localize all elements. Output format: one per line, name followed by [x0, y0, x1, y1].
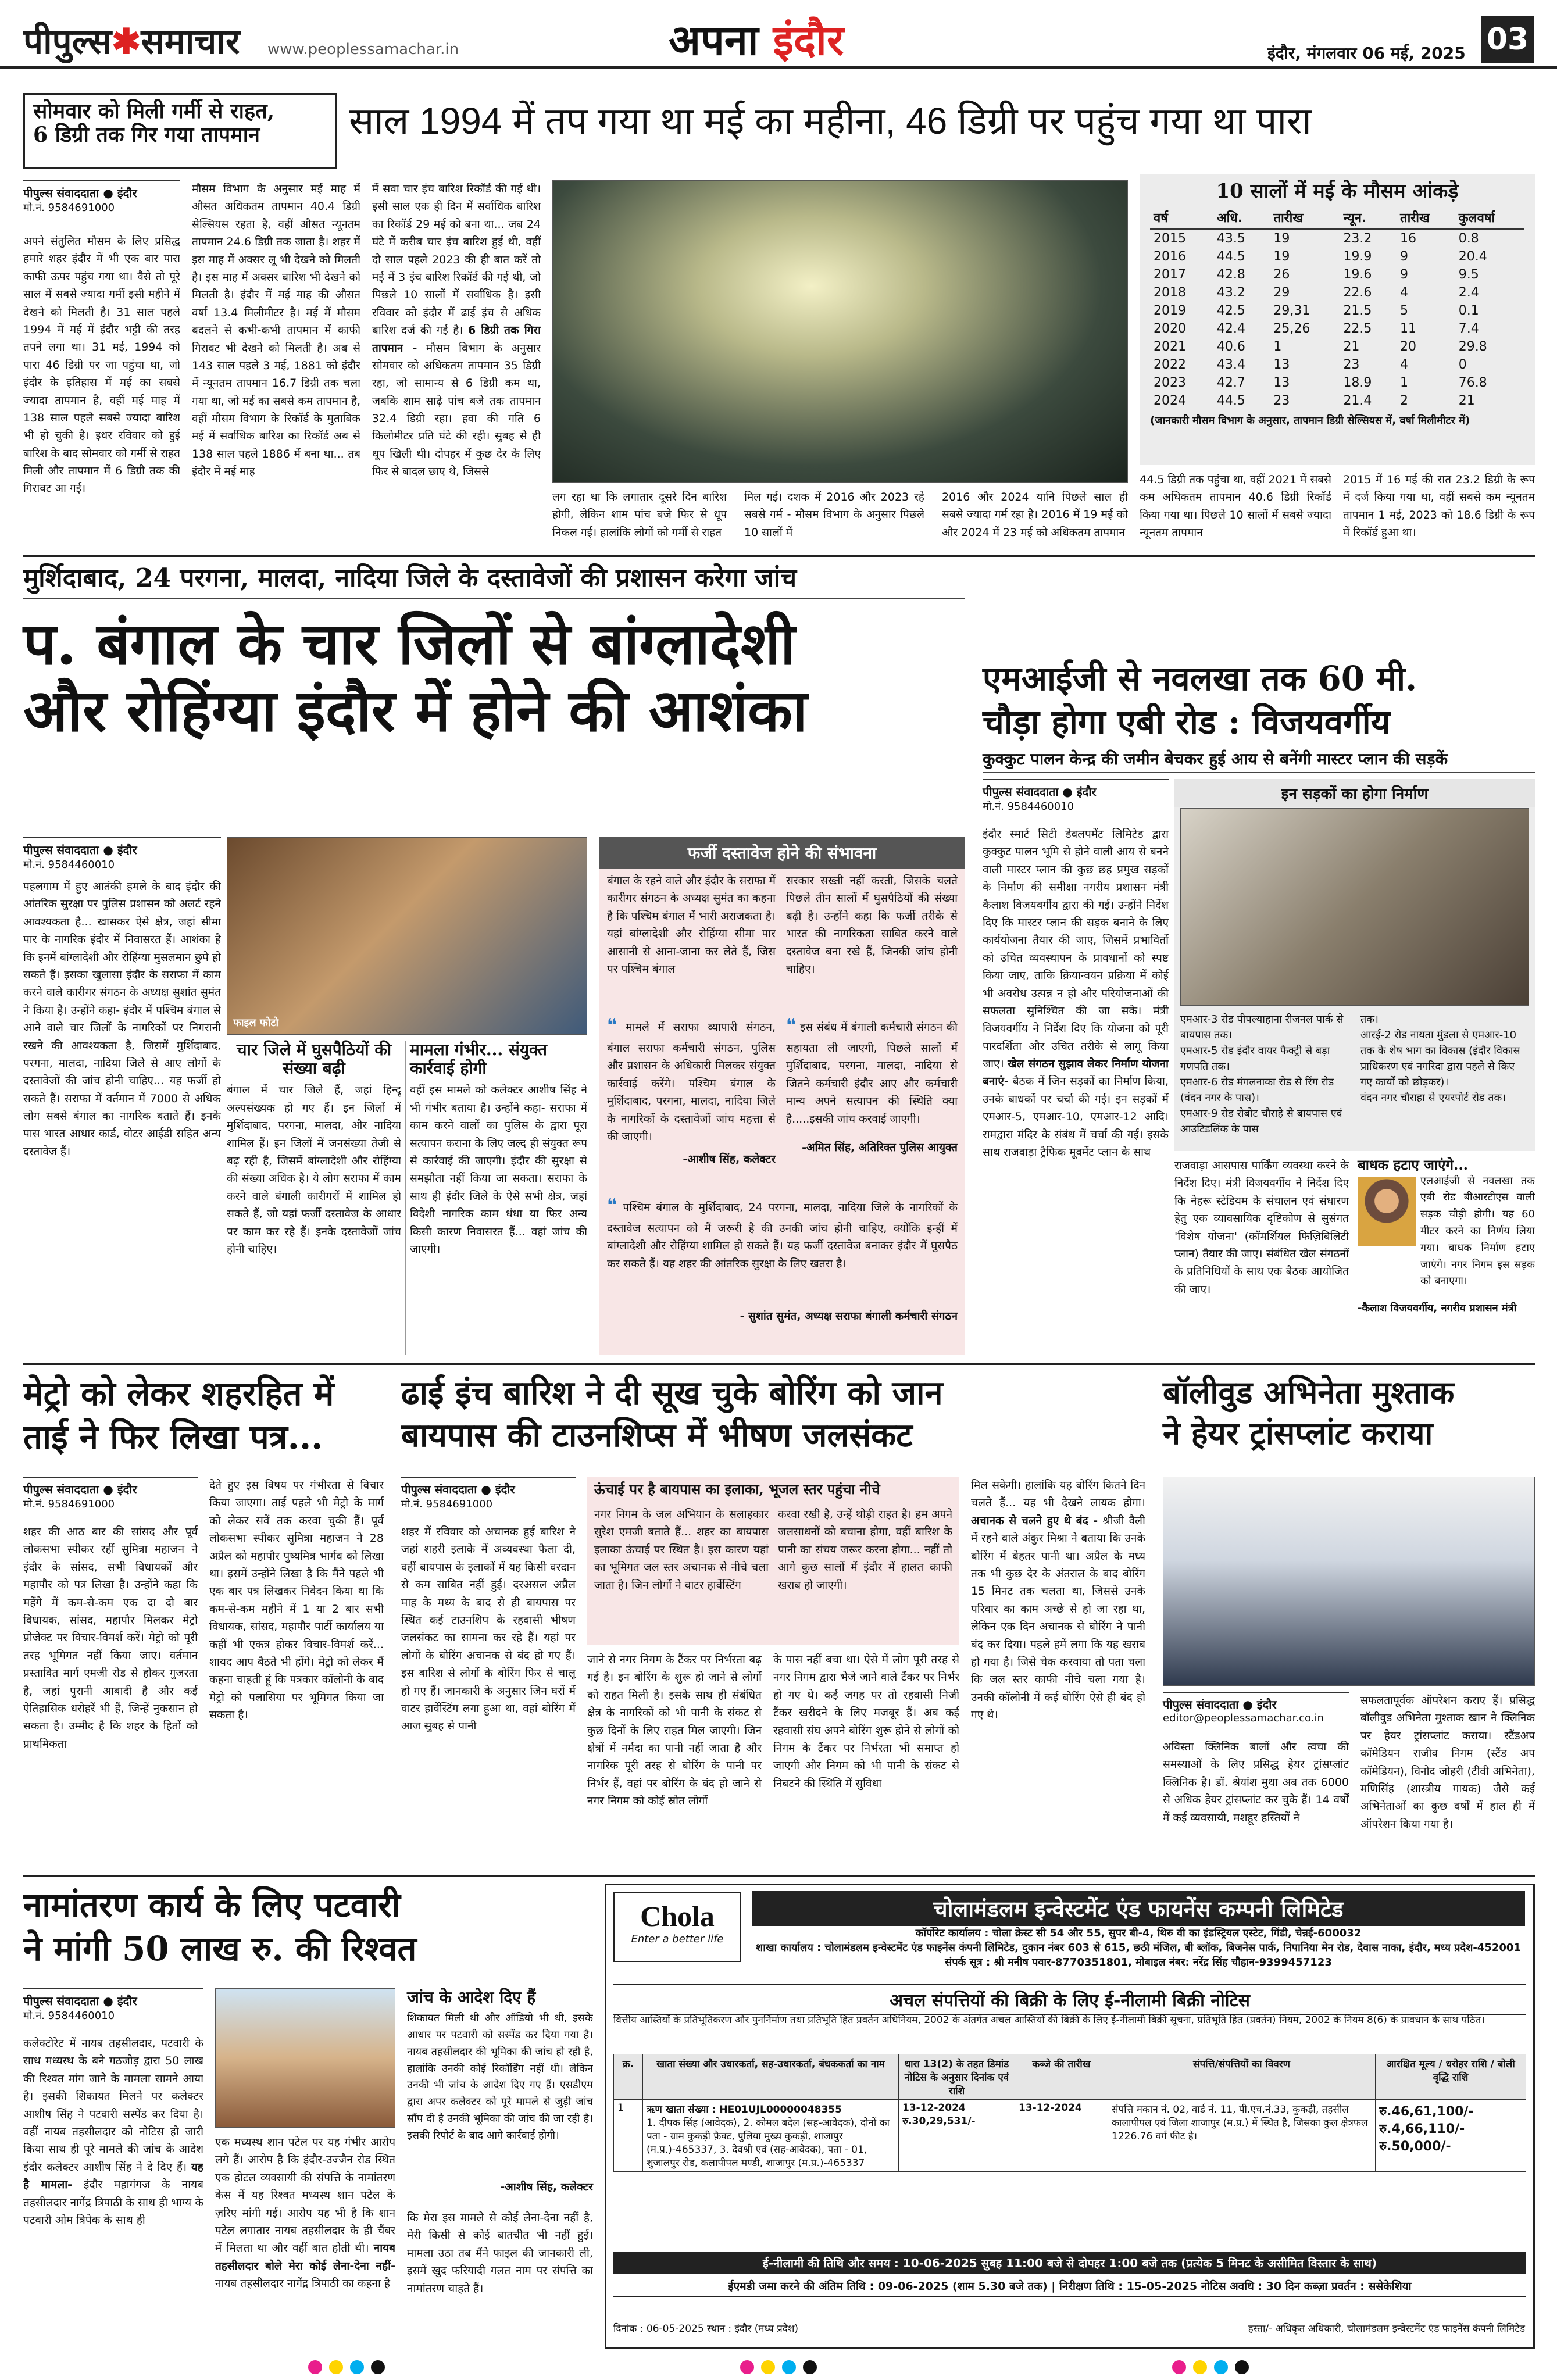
abroad-subhead: कुक्कुट पालन केन्द्र की जमीन बेचकर हुई आय से बनेंगी मास्टर प्लान की सड़कें [983, 750, 1535, 773]
weather-side-col-2: 2015 में 16 मई की रात 23.2 डिग्री के रूप में दर्ज किया गया था, वहीं सबसे कम न्यूनतम तापमान 1 मई, 2023 को 18.6 डिग्री के रूप में रिकॉर्ड हुआ था। [1343, 473, 1535, 539]
table-cell: 22.5 [1343, 321, 1372, 337]
table-header: वर्ष [1150, 206, 1213, 229]
bollywood-col-1: अविस्ता क्लिनिक बालों और त्वचा की समस्याओं के लिए प्रसिद्ध हेयर ट्रांसप्लांट क्लिनिक है। डॉ. श्रेयांश मुथा अब तक 6000 से अधिक हेयर ट्रांसप्लांट कर चुके हैं। 14 वर्षों में कई व्यवसायी, मशहूर हस्तियों ने [1163, 1741, 1349, 1824]
table-cell: 1 [1400, 376, 1409, 391]
table-cell: 43.4 [1216, 358, 1245, 373]
table-cell: 21 [1343, 340, 1360, 355]
table-cell: 42.5 [1216, 303, 1245, 319]
table-cell: 4 [1400, 285, 1409, 301]
table-cell: 43.2 [1216, 285, 1245, 301]
table-cell: 9.5 [1458, 267, 1479, 283]
table-cell: 23 [1343, 358, 1360, 373]
table-header: कुलवर्षा [1455, 206, 1524, 229]
table-cell: 21.5 [1343, 303, 1372, 319]
table-cell: 0 [1458, 358, 1467, 373]
table-cell: 21 [1458, 394, 1475, 409]
table-row: 1 ऋण खाता संख्या : HE01UJL00000048355 1. दीपक सिंह (आवेदक), 2. कोमल बदेल (सह-आवेदक), दोनों का पता - ग्राम कुकड़ी फ़ैक्ट, पुलिया मुख्य कुकड़ी, शाजापुर (म.प्र.)-465337, 3. देवश्री एवं (सह-आवेदक), पता - 01, शुजालपुर रोड, कलापीपल मण्डी, शाजापुर (म.प्र.)-465337 13-12-2024 रु.30,29,531/- 13-12-2024 संपत्ति मकान नं. 02, वार्ड नं. 11, पी.एच.नं.33, कुकड़ी, तहसील कालापीपल एवं जिला शाजापुर (म.प्र.) में स्थित है, जिसका कुल क्षेत्रफल 1226.76 वर्ग फीट है। रु.46,61,100/- रु.4,66,110/- रु.50,000/- [614, 2100, 1526, 2172]
rain-col-1: शहर में रविवार को अचानक हुई बारिश ने जहां शहरी इलाके में अव्यवस्था फैला दी, वहीं बायपास के इलाकों में यह किसी वरदान से कम साबित नहीं हुई। दरअसल अप्रैल माह के मध्य के बाद से ही बायपास पर स्थित कई टाउनशिप के रहवासी भीषण जलसंकट का सामना कर रहे हैं। यहां पर लोगों के बोरिंग अचानक से बंद हो गए हैं। इस बारिश से लोगों के बोरिंग फिर से चालू हो गए हैं। जानकारी के अनुसार जिन घरों में वाटर हार्वेस्टिंग लगा हुआ था, वहां बोरिंग में आज सुबह से पानी [401, 1525, 576, 1733]
table-cell: 2021 [1154, 340, 1186, 355]
table-row [1150, 356, 1524, 374]
table-cell: 1 [1273, 340, 1282, 355]
abroad-byline: पीपुल्स संवाददाता ● इंदौर मो.नं. 9584460010 [983, 779, 1169, 813]
patwari-byline: पीपुल्स संवाददाता ● इंदौर मो.नं. 9584460010 [23, 1988, 203, 2022]
patwari-headline: नामांतरण कार्य के लिए पटवारी ने मांगी 50 लाख रु. की रिश्वत [23, 1885, 417, 1969]
bangladesh-kicker: मुर्शिदाबाद, 24 परगना, मालदा, नादिया जिले के दस्तावेजों की प्रशासन करेगा जांच [23, 564, 965, 599]
chola-logo: Chola Enter a better life [613, 1892, 741, 1962]
union-quote: ❝ पश्चिम बंगाल के मुर्शिदाबाद, 24 परगना, मालदा, नादिया जिले के नागरिकों के दस्तावेज सत्यापन को मैं जरूरी है की उनकी जांच होनी चाहिए, क्योंकि इन्हीं में बांग्लादेशी और रोहिंग्या शामिल हो सकते हैं। यह फर्जी दस्तावेज बनाकर इंदौर में घुसपैठ कर सकते हैं। यह शहर की आंतरिक सुरक्षा के लिए खतरा है। - सुशांत सुमंत, अध्यक्ष सराफा बंगाली कर्मचारी संगठन [607, 1195, 958, 1323]
roads-box [1174, 779, 1535, 1151]
page-number: 03 [1481, 16, 1534, 63]
table-cell: 2015 [1154, 231, 1186, 246]
patwari-col-2: एक मध्यस्थ शान पटेल पर यह गंभीर आरोप लगे हैं। आरोप है कि इंदौर-उज्जैन रोड स्थित एक होटल व्यवसायी की संपत्ति के नामांतरण केस में यह रिश्वत मध्यस्थ शान पटेल के ज़रिए मांगी गई। आरोप यह भी है कि शान पटेल लगातार नायब तहसीलदार के ही चैंबर में मिलता था और वहीं बात होती थी। नायब तहसीलदार बोले मेरा कोई लेना-देना नहीं- नायब तहसीलदार नागेंद्र त्रिपाठी का कहना है [215, 2136, 395, 2290]
bollywood-byline: पीपुल्स संवाददाता ● इंदौर editor@peoplessamachar.co.in [1163, 1692, 1349, 1724]
table-row [1150, 320, 1524, 338]
table-cell: 19 [1273, 231, 1290, 246]
table-cell: 13 [1273, 358, 1290, 373]
rain-col-3: के पास नहीं बचा था। ऐसे में लोग पूरी तरह से नगर निगम द्वारा भेजे जाने वाले टैंकर पर निर्भर हो गए थे। कई जगह पर तो रहवासी निजी टैंकर खरीदने के लिए मजबूर हैं। अब कई रहवासी संघ अपने बोरिंग शुरू होने से लोगों को निगम के टैंकर पर निर्भरता भी समाप्त हो जाएगी और निगम को भी पानी के संकट से निबटने की स्थिति में सुविधा [773, 1653, 959, 1790]
patwari-col-3: कि मेरा इस मामले से कोई लेना-देना नहीं है, मेरी किसी से कोई बातचीत भी नहीं हुई। मामला उठा तब मैंने फाइल की जानकारी ली, इसमें खुद फरियादी गलत नाम पर संपत्ति का नामांतरण चाहते हैं। [407, 2211, 593, 2295]
ad-property-table: क्र. खाता संख्या और उधारकर्ता, सह-उधारकर्ता, बंधककर्ता का नाम धारा 13(2) के तहत डिमांड नोटिस के अनुसार दिनांक एवं राशि कब्जे की तारीख संपत्ति/संपत्तियों का विवरण आरक्षित मूल्य / धरोहर राशि / बोली वृद्धि राशि 1 ऋण खाता संख्या : HE01UJL00000048355 1. दीपक सिंह (आवेदक), 2. कोमल बदेल (सह-आवेदक), दोनों का पता - ग्राम कुकड़ी फ़ैक्ट, पुलिया मुख्य कुकड़ी, शाजापुर (म.प्र.)-465337, 3. देवश्री एवं (सह-आवेदक), पता - 01, शुजालपुर रोड, कलापीपल मण्डी, शाजापुर (म.प्र.)-465337 13-12-2024 रु.30,29,531/- 13-12-2024 संपत्ति मकान नं. 02, वार्ड नं. 11, पी.एच.नं.33, कुकड़ी, तहसील कालापीपल एवं जिला शाजापुर (म.प्र.) में स्थित है, जिसका कुल क्षेत्रफल 1226.76 वर्ग फीट है। रु.46,61,100/- रु.4,66,110/- रु.50,000/- [613, 2054, 1526, 2172]
table-cell: 2023 [1154, 376, 1186, 391]
collector-quote: ❝ मामले में सराफा व्यापारी संगठन, बंगाल सराफा कर्मचारी संगठन, पुलिस और प्रशासन के अधिकारी मिलकर संयुक्त कार्रवाई करेंगे। पश्चिम बंगाल के मुर्शिदाबाद, परगना, मालदा, नादिया जिले के नागरिकों के दस्तावेजों जांच महत्ता से की जाएगी। -आशीष सिंह, कलेक्टर [607, 1015, 776, 1166]
weather-col-1: अपने संतुलित मौसम के लिए प्रसिद्ध हमारे शहर इंदौर में भी एक बार पारा काफी ऊपर पहुंच गया था। वैसे तो पूरे साल में सबसे ज्यादा गर्मी इसी महीने में देखने को मिलती है। 31 साल पहले 1994 में मई में इंदौर भट्टी की तरह तपने लगा था। 31 मई, 1994 को पारा 46 डिग्री पर जा पहुंचा था, जो इंदौर के इतिहास में मई का सबसे ज्यादा तापमान है, वहीं मई माह में 138 साल पहले सबसे ज्यादा बारिश भी हो चुकी है। इधर रविवार को हुई बारिश के बाद सोमवार को गर्मी से राहत मिली और तापमान में 6 डिग्री तक की गिरावट आ गई। [23, 235, 180, 495]
rain-night-photo [552, 180, 1128, 483]
masthead [0, 0, 1557, 69]
weather-caption-col-2: मिल गई। दशक में 2016 और 2023 रहे सबसे गर्म - मौसम विभाग के अनुसार पिछले 10 सालों में [744, 491, 924, 539]
fake-documents-banner: फर्जी दस्तावेज होने की संभावना [599, 837, 965, 869]
table-cell: 21.4 [1343, 394, 1372, 409]
print-registration-marks [0, 2354, 1557, 2380]
ad-emd-date: ईएमडी जमा करने की अंतिम तिथि : 09-06-2025 (शाम 5.30 बजे तक) | निरीक्षण तिथि : 15-05-2025 नोटिस अवधि : 30 दिन कब्ज़ा प्रवर्तन : ससेकेशिया [613, 2276, 1526, 2297]
weather-col-2: मौसम विभाग के अनुसार मई माह में औसत अधिकतम तापमान 40.4 डिग्री सेल्सियस रहता है, वहीं औसत न्यूनतम तापमान 24.6 डिग्री तक जाता है। शहर में इस माह में अक्सर लू भी देखने को मिलती है। इस माह में अक्सर बारिश भी देखने को मिलती है। इंदौर में मई माह की औसत वर्षा 13.4 मिलीमीटर है। मई में मौसम बदलने से कभी-कभी तापमान में काफी गिरावट भी देखने को मिलती है। अब से 143 साल पहले 3 मई, 1881 को इंदौर में न्यूनतम तापमान 16.7 डिग्री तक चला गया था, जो मई का सबसे कम तापमान है, वहीं मौसम विभाग के रिकॉर्ड के मुताबिक मई में सर्वाधिक बारिश का रिकॉर्ड अब से 138 साल पहले 1886 में बना था... तब इंदौर में मई माह [192, 183, 360, 478]
table-cell: 25,26 [1273, 321, 1310, 337]
table-cell: 4 [1400, 358, 1409, 373]
table-cell: 5 [1400, 303, 1409, 319]
table-cell: 11 [1400, 321, 1417, 337]
table-cell: 19.6 [1343, 267, 1372, 283]
table-cell: 43.5 [1216, 231, 1245, 246]
roads-list-right: तक। आरई-2 रोड नायता मुंडला से एमआर-10 तक के शेष भाग का विकास (इंदौर विकास प्राधिकरण एवं नगरिदा द्वारा पहले से किए गए कार्यों को छोड़कर)। वंदन नगर चौराहा से एयरपोर्ट रोड तक। [1360, 1013, 1520, 1104]
table-header: तारीख [1270, 206, 1340, 229]
bollywood-headline: बॉलीवुड अभिनेता मुश्ताक ने हेयर ट्रांसप्लांट कराया [1163, 1374, 1455, 1452]
weather-headline: साल 1994 में तप गया था मई का महीना, 46 डिग्री पर पहुंच गया था पारा [349, 100, 1312, 142]
bangladesh-headline: प. बंगाल के चार जिलों से बांग्लादेशी और रोहिंग्या इंदौर में होने की आशंका [23, 609, 808, 745]
rain-headline: ढाई इंच बारिश ने दी सूख चुके बोरिंग को जान बायपास की टाउनशिप्स में भीषण जलसंकट [401, 1374, 943, 1455]
table-cell: 44.5 [1216, 249, 1245, 265]
table-row [1150, 229, 1524, 248]
weather-kicker: सोमवार को मिली गर्मी से राहत, 6 डिग्री तक गिर गया तापमान [23, 93, 337, 169]
fake-documents-box: फर्जी दस्तावेज होने की संभावना बंगाल के रहने वाले और इंदौर के सराफा में कारीगर संगठन के अध्यक्ष सुमंत का कहना है कि पश्चिम बंगाल में भारी अराजकता है। यहां बांग्लादेशी और रोहिंग्या सीमा पार आसानी से आना-जाना कर लेते हैं, जिस पर पश्चिम बंगाल सरकार सख्ती नहीं करती, जिसके चलते पिछले तीन सालों में घुसपैठियों की संख्या बढ़ी है। उन्होंने कहा कि फर्जी तरीके से भारत की नागरिकता साबित करने वाले दस्तावेज बना रखे हैं, जिनकी जांच होनी चाहिए। ❝ मामले में सराफा व्यापारी संगठन, बंगाल सराफा कर्मचारी संगठन, पुलिस और प्रशासन के अधिकारी मिलकर संयुक्त कार्रवाई करेंगे। पश्चिम बंगाल के मुर्शिदाबाद, परगना, मालदा, नादिया जिले के नागरिकों के दस्तावेजों जांच महत्ता से की जाएगी। -आशीष सिंह, कलेक्टर ❝ इस संबंध में बंगाली कर्मचारी संगठन की सहायता ली जाएगी, पिछले सालों में मुर्शिदाबाद, परगना, मालदा, नादिया से जितने कर्मचारी इंदौर आए और कर्मचारी मान्य अपने सत्यापन की स्थिति क्या है.....इसकी जांच करवाई जाएगी। -अमित सिंह, अतिरिक्त पुलिस आयुक्त ❝ पश्चिम बंगाल के मुर्शिदाबाद, 24 परगना, मालदा, नादिया जिले के नागरिकों के दस्तावेज सत्यापन को मैं जरूरी है की उनकी जांच होनी चाहिए, क्योंकि इन्हीं में बांग्लादेशी और रोहिंग्या शामिल हो सकते हैं। यह फर्जी दस्तावेज बनाकर इंदौर में घुसपैठ कर सकते हैं। यह शहर की आंतरिक सुरक्षा के लिए खतरा है। - सुशांत सुमंत, अध्यक्ष सराफा बंगाली कर्मचारी संगठन [599, 837, 965, 1355]
bollywood-col-2: सफलतापूर्वक ऑपरेशन कराए हैं। प्रसिद्ध बॉलीवुड अभिनेता मुश्ताक खान ने क्लिनिक पर हेयर ट्रांसप्लांट कराया। स्टैंडअप कॉमेडियन राजीव निगम (स्टैंड अप कॉमेडियन), विनोद जोहरी (टीवी अभिनेता), मणिसिंह (शास्त्रीय गायक) जैसे कई अभिनेताओं का कुछ वर्षों में हाल ही में ऑपरेशन किया गया है। [1360, 1694, 1535, 1831]
table-cell: 9 [1400, 249, 1409, 265]
ad-footer-place: दिनांक : 06-05-2025 स्थान : इंदौर (मध्य प्रदेश) [613, 2323, 799, 2335]
section-title: अपना इंदौर [669, 15, 844, 65]
metro-col-1: शहर की आठ बार की सांसद और पूर्व लोकसभा स्पीकर रहीं सुमित्रा महाजन ने इंदौर के सांसद, सभी विधायकों और महापौर को पत्र लिखा है। उन्होंने कहा कि महेंगे में कम-से-कम एक दा दो बार विधायक, सांसद, महापौर मिलकर मेट्रो प्रोजेक्ट पर विचार-विमर्श करें। मेट्रो को पूरी तरह भूमिगत नहीं किया जाए। वर्तमान प्रस्तावित मार्ग एमजी रोड से होकर गुजरता है, जहां पुरानी आबादी है और कई ऐतिहासिक धरोहरें भी हैं, जिन्हें नुकसान हो सकता है। उम्मीद है कि शहर के हितों को प्राथमिकता [23, 1525, 198, 1750]
table-cell: 29.8 [1458, 340, 1487, 355]
rain-byline: पीपुल्स संवाददाता ● इंदौर मो.नं. 9584691000 [401, 1477, 576, 1511]
dateline: इंदौर, मंगलवार 06 मई, 2025 [1267, 44, 1466, 63]
ad-company: चोलामंडलम इन्वेस्टमेंट एंड फायनेंस कम्पनी लिमिटेड [752, 1891, 1525, 1926]
table-cell: 2 [1400, 394, 1409, 409]
table-cell: 76.8 [1458, 376, 1487, 391]
table-cell: 2022 [1154, 358, 1186, 373]
table-cell: 2017 [1154, 267, 1186, 283]
abroad-col-1: इंदौर स्मार्ट सिटी डेवलपमेंट लिमिटेड द्वारा कुक्कुट पालन भूमि से होने वाली आय से बनने वाली मास्टर प्लान की कुछ छह प्रमुख सड़कों के निर्माण की समीक्षा नगरीय प्रशासन मंत्री कैलाश विजयवर्गीय द्वारा की गई। उन्होंने निर्देश दिए कि मास्टर प्लान की सड़क बनाने के लिए कार्ययोजना तैयार की जाए, जिसमें प्रभावितों को उचित व्यवस्थापन के प्रावधानों को स्पष्ट किया जाए, ताकि क्रियान्वयन प्रक्रिया में कोई भी अवरोध उत्पन्न न हो और परियोजनाओं की सफलता सुनिश्चित की जा सके। मंत्री विजयवर्गीय ने निर्देश दिए कि योजना को पूरी पारदर्शिता और उचित तरीके से लागू किया जाए। खेल संगठन सुझाव लेकर निर्माण योजना बनाएं- बैठक में जिन सड़कों का निर्माण किया, उनके बाधकों पर चर्चा की गई। इन सड़कों में एमआर-5, एमआर-10, एमआर-12 आदि। रामद्वारा मंदिर के संबंध में चर्चा की गई। इसके साथ राजवाड़ा ट्रैफिक मूवमेंट प्लान के साथ [983, 828, 1169, 1159]
table-cell: 2.4 [1458, 285, 1479, 301]
table-cell: 23 [1273, 394, 1290, 409]
ad-notice-title: अचल संपत्तियों की बिक्री के लिए ई-नीलामी बिक्री नोटिस [613, 1984, 1526, 2015]
bangladesh-sidebar-1: चार जिले में घुसपैठियों की संख्या बढ़ी बंगाल में चार जिले हैं, जहां हिन्दू अल्पसंख्यक हो गए हैं। इन जिलों में मुर्शिदाबाद, परगना, मालदा, और नादिया शामिल हैं। इन जिलों में जनसंख्या तेजी से बढ़ रही है, जिसमें बांग्लादेशी और रोहिंग्या की संख्या अधिक है। ये लोग सराफा में काम करने वाले बंगाली कारीगरों में शामिल हो सकते हैं, जो यहां फर्जी दस्तावेज के आधार पर काम कर रहे हैं। इनके दस्तावेजों जांच होनी चाहिए। [227, 1040, 401, 1256]
table-cell: 22.6 [1343, 285, 1372, 301]
table-row [1150, 302, 1524, 320]
patwari-col-1: कलेक्टोरेट में नायब तहसीलदार, पटवारी के साथ मध्यस्थ के बने गठजोड़ द्वारा 50 लाख की रिश्वत मांग जाने के मामला सामने आया है। इसकी शिकायत मिलने पर कलेक्टर आशीष सिंह ने पटवारी सस्पेंड कर दिया है। वहीं नायब तहसीलदार को नोटिस हो जारी किया साथ ही पूरे मामले की जांच के आदेश इंदौर कलेक्टर आशीष सिंह ने दे दिए हैं। यह है मामला- इंदौर महागंगज के नायब तहसीलदार नागेंद्र त्रिपाठी के साथ ही भाग्य के पटवारी ओम त्रिपेक के साथ ही [23, 2037, 203, 2227]
table-cell: 13 [1273, 376, 1290, 391]
minister-photo [1358, 1177, 1416, 1246]
abroad-headline: एमआईजी से नवलखा तक 60 मी. चौड़ा होगा एबी रोड : विजयवर्गीय [983, 659, 1417, 742]
table-cell: 42.4 [1216, 321, 1245, 337]
ad-footer-sign: हस्ता/- अधिकृत अधिकारी, चोलामंडलम इन्वेस्टमेंट एंड फाइनेंस कंपनी लिमिटेड [1248, 2323, 1525, 2335]
weather-side-col-1: 44.5 डिग्री तक पहुंचा था, वहीं 2021 में सबसे कम अधिकतम तापमान 40.6 डिग्री रिकॉर्ड किया गया था। पिछले 10 सालों में सबसे ज्यादा न्यूनतम तापमान [1140, 473, 1331, 539]
column-divider [405, 1041, 406, 1355]
weather-table-note: (जानकारी मौसम विभाग के अनुसार, तापमान डिग्री सेल्सियस में, वर्षा मिलीमीटर में) [1150, 414, 1470, 427]
collectorate-photo [215, 1988, 395, 2128]
table-row [1150, 338, 1524, 356]
section-divider [23, 555, 1535, 557]
table-cell: 42.8 [1216, 267, 1245, 283]
weather-caption-col-3: 2016 और 2024 यानि पिछले साल ही सबसे ज्यादा गर्म रहा है। 2016 में 19 मई को और 2024 में 23 मई को अधिकतम तापमान [942, 491, 1128, 539]
table-cell: 44.5 [1216, 394, 1245, 409]
table-cell: 2020 [1154, 321, 1186, 337]
table-cell: 0.1 [1458, 303, 1479, 319]
obstacles-sidebar: बाधक हटाए जाएंगे... एलआईजी से नवलखा तक एबी रोड बीआरटीएस वाली सड़क चौड़ी होगी। यह 60 मीटर करने का निर्णय लिया गया। बाधक निर्माण हटाए जाएंगे। नगर निगम इस सड़क को बनाएगा। -कैलाश विजयवर्गीय, नगरीय प्रशासन मंत्री [1358, 1156, 1535, 1314]
bangladesh-col-1: पहलगाम में हुए आतंकी हमले के बाद इंदौर की आंतरिक सुरक्षा पर पुलिस प्रशासन को अलर्ट रहने आवश्यकता है... खासकर ऐसे क्षेत्र, जहां सीमा पार के नागरिक इंदौर में निवासरत हैं। आशंका है कि इनमें बांग्लादेशी और रोहिंग्या मुसलमान छुपे हो सकते हैं। इसका खुलासा इंदौर के सराफा में काम करने वाले कारीगर संगठन के अध्यक्ष सुशांत सुमंत ने किया है। उन्होंने कहा- इंदौर में पश्चिम बंगाल से आने वाले चार जिलों के नागरिकों पर निगरानी रखने की आवश्यकता है, जिसमें मुर्शिदाबाद, परगना, मालदा, नादिया जिले से आए लोगों के दस्तावेजों की जांच होनी चाहिए... यह फर्जी हो सकते हैं। सराफा में वर्तमान में 7000 से अधिक लोग सबसे बंगाल का नागरिक बताते हैं। इनके पास भारत आधार कार्ड, वोटर आईडी सहित अन्य दस्तावेज हैं। [23, 880, 221, 1158]
table-cell: 2018 [1154, 285, 1186, 301]
table-header: अधि. [1213, 206, 1270, 229]
weather-table-title: 10 सालों में मई के मौसम आंकड़े [1216, 180, 1459, 203]
table-cell: 19.9 [1343, 249, 1372, 265]
table-cell: 19 [1273, 249, 1290, 265]
table-cell: 29 [1273, 285, 1290, 301]
table-cell: 2016 [1154, 249, 1186, 265]
table-header: न्यून. [1340, 206, 1397, 229]
ad-auction-date: ई-नीलामी की तिथि और समय : 10-06-2025 सुबह 11:00 बजे से दोपहर 1:00 बजे तक (प्रत्येक 5 मिनट के असीमित विस्तार के साथ) [613, 2252, 1526, 2274]
table-cell: 23.2 [1343, 231, 1372, 246]
weather-caption-col-1: लग रहा था कि लगातार दूसरे दिन बारिश होगी, लेकिन शाम पांच बजे फिर से धूप निकल गई। हालांकि लोगों को गर्मी से राहत [552, 491, 727, 539]
newspaper-logo[interactable]: पीपुल्स✱समाचार [23, 22, 240, 62]
metro-col-2: देते हुए इस विषय पर गंभीरता से विचार किया जाएगा। ताई पहले भी मेट्रो के मार्ग को लेकर सवें तक करवा चुकी हैं। पूर्व लोकसभा स्पीकर सुमित्रा महाजन ने 28 अप्रैल को महापौर पुष्यमित्र भार्गव को लिखा था। इसमें उन्होंने लिखा है कि मैंने पहले भी एक बार पत्र लिखकर निवेदन किया था कि कम-से-कम महीने में 1 या 2 बार सभी विधायक, सांसद, महापौर पार्टी कार्यालय या कहीं भी एकत्र होकर विचार-विमर्श करें... शायद आप बैठते भी होंगे। मेट्रो को लेकर मैं कहना चाहती हूं कि पत्रकार कॉलोनी के बाद मेट्रो को पलासिया पर भूमिगत किया जा सकता है। [209, 1479, 384, 1722]
table-cell: 29,31 [1273, 303, 1310, 319]
table-cell: 0.8 [1458, 231, 1479, 246]
weather-byline: पीपुल्स संवाददाता ● इंदौर मो.नं. 9584691000 [23, 180, 180, 215]
table-cell: 2019 [1154, 303, 1186, 319]
table-cell: 2024 [1154, 394, 1186, 409]
table-cell: 7.4 [1458, 321, 1479, 337]
table-cell: 40.6 [1216, 340, 1245, 355]
table-header: तारीख [1397, 206, 1455, 229]
table-row [1150, 284, 1524, 302]
clinic-group-photo [1163, 1477, 1535, 1686]
weather-data-table [1140, 174, 1535, 465]
table-cell: 16 [1400, 231, 1417, 246]
abroad-col-2: राजवाड़ा आसपास पार्किंग व्यवस्था करने के निर्देश दिए। मंत्री विजयवर्गीय ने निर्देश दिए कि नेहरू स्टेडियम के संचालन एवं संधारण हेतु एक व्यावसायिक दृष्टिकोण से सुसंगत 'विशेष योजना' (कॉमर्शियल फिज़िबिलिटी प्लान) तैयार की जाए। संबंधित खेल संगठनों के प्रतिनिधियों के साथ एक बैठक आयोजित की जाए। [1174, 1159, 1349, 1296]
weather-table [1150, 206, 1524, 410]
website-url[interactable]: www.peoplessamachar.in [267, 41, 459, 58]
photo-caption: फाइल फोटो [233, 1017, 279, 1029]
table-cell: 42.7 [1216, 376, 1245, 391]
table-cell: 26 [1273, 267, 1290, 283]
table-row [1150, 248, 1524, 266]
table-cell: 9 [1400, 267, 1409, 283]
weather-col-3: में सवा चार इंच बारिश रिकॉर्ड की गई थी। इसी साल एक ही दिन में सर्वाधिक बारिश का रिकॉर्ड 29 मई को बना था... जब 24 घंटे में करीब चार इंच बारिश हुई थी, वहीं दो साल पहले 2023 की ही बात करें तो मई में 3 इंच बारिश रिकॉर्ड की गई थी, जो पिछले 10 सालों में सर्वाधिक है। इसी रविवार को इंदौर में ढाई इंच से अधिक बारिश दर्ज की गई है। 6 डिग्री तक गिरा तापमान - मौसम विभाग के अनुसार सोमवार को अधिकतम तापमान 35 डिग्री रहा, जो सामान्य से 6 डिग्री कम था, जबकि शाम साढ़े पांच बजे तक तापमान 32.4 डिग्री रहा। हवा की गति 6 किलोमीटर प्रति घंटे की रही। सुबह से ही धूप खिली थी। दोपहर में कुछ देर के लिए फिर से बादल छाए थे, जिससे [372, 183, 541, 478]
table-row [1150, 266, 1524, 284]
bangladesh-sidebar-2: मामला गंभीर... संयुक्त कार्रवाई होगी वहीं इस मामले को कलेक्टर आशीष सिंह ने भी गंभीर बताया है। उन्होंने कहा- सराफा में काम करने वालों का पुलिस के द्वारा पूरा सत्यापन कराना के लिए जल्द ही संयुक्त रूप से कार्रवाई की जाएगी। इंदौर की सुरक्षा से समझौता नहीं किया जा सकता। सराफा के साथ ही इंदौर जिले के ऐसे सभी क्षेत्र, जहां विदेशी नागरिक काम धंधा या फिर अन्य किसी कारण निवासरत हैं... वहां जांच की जाएगी। [410, 1040, 587, 1256]
roads-list-left: एमआर-3 रोड पीपल्याहाना रीजनल पार्क से बायपास तक। एमआर-5 रोड इंदौर वायर फैक्ट्री से बड़ा गणपति तक। एमआर-6 रोड मंगलनाका रोड से रिंग रोड (वंदन नगर के पास)। एमआर-9 रोड रोबोट चौराहे से बायपास एवं आउटिडलिंक के पास [1180, 1013, 1344, 1135]
police-quote: ❝ इस संबंध में बंगाली कर्मचारी संगठन की सहायता ली जाएगी, पिछले सालों में मुर्शिदाबाद, परगना, मालदा, नादिया से जितने कर्मचारी इंदौर आए और कर्मचारी मान्य अपने सत्यापन की स्थिति क्या है.....इसकी जांच करवाई जाएगी। -अमित सिंह, अतिरिक्त पुलिस आयुक्त [786, 1015, 958, 1154]
table-cell: 18.9 [1343, 376, 1372, 391]
metro-byline: पीपुल्स संवाददाता ● इंदौर मो.नं. 9584691000 [23, 1477, 198, 1511]
table-row [1150, 392, 1524, 410]
chola-auction-ad [605, 1884, 1535, 2349]
ad-addresses: कॉर्पोरेट कार्यालय : चोला क्रेस्ट सी 54 और 55, सुपर बी-4, थिरु वी का इंडस्ट्रियल एस्टेट, गिंडी, चेन्नई-600032 शाखा कार्यालय : चोलामंडलम इन्वेस्टमेंट एंड फाइनेंस कंपनी लिमिटेड, दुकान नंबर 603 से 615, छठी मंजिल, बी ब्लॉक, बिजनेस पार्क, निपानिया मेन रोड, देवास नाका, इंदौर, मध्य प्रदेश-452001 संपर्क सूत्र : श्री मनीष पवार-8770351801, मोबाइल नंबर: नरेंद्र सिंह चौहान-9399457123 [756, 1927, 1521, 1969]
artisan-photo [227, 837, 587, 1035]
investigation-box: जांच के आदेश दिए हैं शिकायत मिली थी और ऑडियो भी थी, इसके आधार पर पटवारी को सस्पेंड कर दिया गया है। नायब तहसीलदार की भूमिका की जांच हो रही है, हालांकि उनकी कोई रिकॉर्डिंग नहीं थी। लेकिन उनकी भी जांच के आदेश दिए गए हैं। एसडीएम द्वारा अपर कलेक्टर को पूरे मामले से जुड़ी जांच सौंप दी है उनकी भूमिका की जांच की जा रही है। इसकी रिपोर्ट के बाद आगे कार्रवाई होगी। -आशीष सिंह, कलेक्टर [407, 1988, 593, 2194]
roads-box-title: इन सड़कों का होगा निर्माण [1174, 779, 1535, 807]
table-cell: 20.4 [1458, 249, 1487, 265]
section-divider [23, 1363, 1535, 1365]
ad-intro: वित्तीय आस्तियों के प्रतिभूतिकरण और पुनर्निर्माण तथा प्रतिभूति हित प्रवर्तन अधिनियम, 2002 के अंतर्गत अचल आस्तियों की बिक्री के लिए ई-नीलामी बिक्री सूचना, प्रतिभूति हित (प्रवर्तन) नियम, 2002 के नियम 8(6) के प्रावधान के साथ पठित। [613, 2014, 1485, 2026]
rain-col-4: मिल सकेगी। हालांकि यह बोरिंग कितने दिन चलते हैं... यह भी देखने लायक होगा। अचानक से चलने हुए थे बंद - श्रीजी वैली में रहने वाले अंकुर मिश्रा ने बताया कि उनके बोरिंग में बेहतर पानी था। अप्रैल के मध्य तक भी कुछ देर के अंतराल के बाद बोरिंग 15 मिनट तक चलता था, जिससे उनके परिवार का काम अच्छे से हो जा रहा था, लेकिन एक दिन अचानक से बोरिंग ने पानी बंद कर दिया। पहले हमें लगा कि यह खराब हो गया है। जिसे चेक करवाया तो पता चला कि जल स्तर काफी नीचे चला गया है। उनकी कॉलोनी में कई बोरिंग ऐसे ही बंद हो गए थे। [971, 1479, 1145, 1722]
table-row [1150, 374, 1524, 392]
bangladesh-byline: पीपुल्स संवाददाता ● इंदौर मो.नं. 9584460010 [23, 837, 221, 871]
groundwater-box: ऊंचाई पर है बायपास का इलाका, भूजल स्तर पहुंचा नीचे नगर निगम के जल अभियान के सलाहकार सुरेश एमजी बताते हैं... शहर का बायपास इलाका ऊंचाई पर स्थित है। इस कारण यहां का भूमिगत जल स्तर अचानक से नीचे चला जाता है। जिन लोगों ने वाटर हार्वेस्टिंग करवा रखी है, उन्हें थोड़ी राहत है। हम अपने जलसाधनों को बचाना होगा, वहीं बारिश के पानी का संचय जरूर करना होगा... नहीं तो आगे कुछ सालों में इंदौर में हालत काफी खराब हो जाएगी। [587, 1477, 959, 1645]
table-cell: 20 [1400, 340, 1417, 355]
metro-headline: मेट्रो को लेकर शहरहित में ताई ने फिर लिखा पत्र... [23, 1374, 334, 1457]
meeting-photo [1180, 808, 1529, 1006]
rain-col-2: जाने से नगर निगम के टैंकर पर निर्भरता बढ़ गई है। इन बोरिंग के शुरू हो जाने से लोगों को राहत मिली है। इसके साथ ही संबंधित क्षेत्र के नागरिकों को भी पानी के संकट से कुछ दिनों के लिए राहत मिल जाएगी। जिन क्षेत्रों में नर्मदा का पानी नहीं जाता है और नागरिक पूरी तरह से बोरिंग के पानी पर निर्भर हैं, वहां पर बोरिंग के बंद हो जाने से नगर निगम को कोई स्रोत लोगों [587, 1653, 762, 1808]
section-divider [23, 1875, 1535, 1877]
